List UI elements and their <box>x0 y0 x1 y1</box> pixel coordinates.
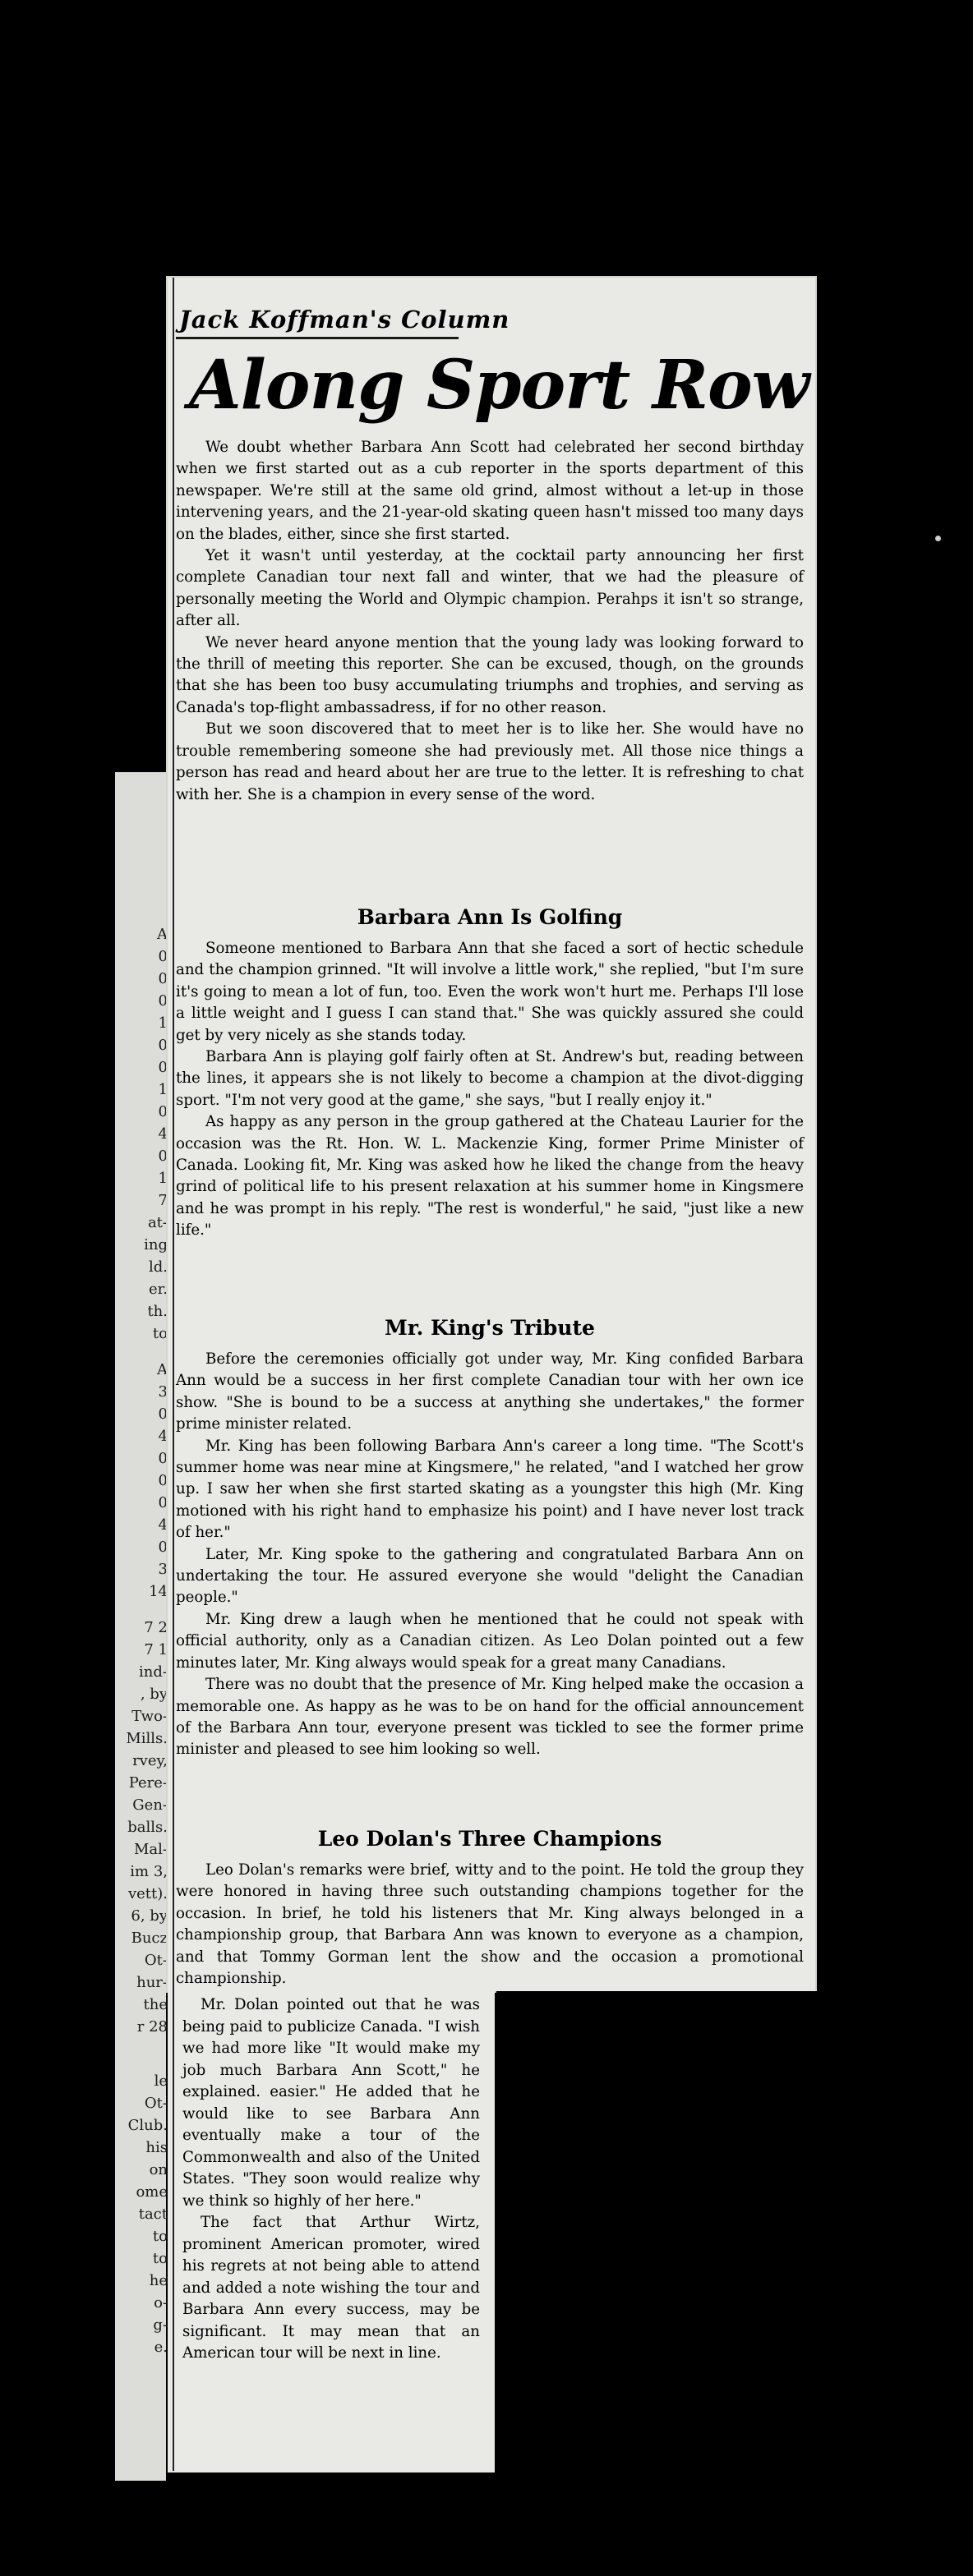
margin-fragment: 7 2 <box>144 1619 168 1636</box>
margin-fragment: 1 <box>158 1014 168 1032</box>
margin-fragment: 3 <box>158 1383 168 1401</box>
margin-fragment: Two- <box>131 1708 168 1725</box>
margin-fragment: o- <box>154 2294 168 2312</box>
margin-fragment: the <box>143 1996 168 2013</box>
margin-fragment: rvey, <box>132 1752 168 1769</box>
margin-fragment: A <box>157 926 168 943</box>
margin-fragment: im 3, <box>130 1863 168 1880</box>
margin-fragment: le <box>154 2072 168 2090</box>
margin-fragment: Pere- <box>128 1774 168 1792</box>
margin-fragment: 4 <box>158 1516 168 1534</box>
adjacent-column-fragments-upper <box>115 923 168 1345</box>
paragraph: Mr. King has been following Barbara Ann's career a long time. "The Scott's summer home was near mine at Kingsmere," he related, "and I watched her grow up. I saw her when she first started skating as a youngster this high (Mr. King motioned with his right hand to emphasize his point) and I have never lost track of her." <box>176 1437 804 1542</box>
margin-fragment: 0 <box>158 1494 168 1511</box>
scan-speck <box>935 536 941 541</box>
paragraph: Barbara Ann is playing golf fairly often at St. Andrew's but, reading between the lines, it appears she is not likely to become a champion at the divot-digging sport. "I'm not very good at the game," she says, "but I really enjoy it." <box>176 1048 804 1109</box>
paragraph: Someone mentioned to Barbara Ann that she faced a sort of hectic schedule and the champion grinned. "It will involve a little work," she replied, "but I'm sure it's going to mean a lot of fun, too. Even the work won't hurt me. Perhaps I'll lose a little weight and I guess I can stand that." She was quickly assured she could get by very nicely as she stands today. <box>176 940 804 1044</box>
margin-fragment: er. <box>148 1281 168 1298</box>
margin-fragment: 0 <box>158 1148 168 1165</box>
margin-fragment: 0 <box>158 948 168 965</box>
margin-fragment: ome <box>136 2183 168 2201</box>
margin-fragment: tact <box>138 2206 168 2223</box>
paragraph: The fact that Arthur Wirtz, prominent American promoter, wired his regrets at not being able to attend and added a note wishing the tour and Barbara Ann every success, may be significant. It may mean that an American tour will be next in line. <box>182 2214 480 2362</box>
paragraph: Yet it wasn't until yesterday, at the cocktail party announcing her first complete Canadian tour next fall and winter, that we had the pleasure of personally meeting the World and Olympic champion. Perahps it isn't so strange, after all. <box>176 547 804 630</box>
margin-fragment: Ot- <box>144 2095 168 2112</box>
margin-fragment: 0 <box>158 1059 168 1076</box>
margin-fragment: 1 <box>158 1081 168 1098</box>
margin-fragment: 0 <box>158 1103 168 1120</box>
margin-fragment: to <box>152 2250 168 2267</box>
paragraph: As happy as any person in the group gathered at the Chateau Laurier for the occasion was the Rt. Hon. W. L. Mackenzie King, former Prime Minister of Canada. Looking fit, Mr. King was asked how he liked the change from the heavy grind of political life to his present relaxation at his summer home in Kingsmere and he was prompt in his reply. "The rest is wonderful," he said, "just like a new life." <box>176 1113 804 1240</box>
subheading-golf: Barbara Ann Is Golfing <box>357 905 623 929</box>
margin-fragment: 14 <box>149 1583 168 1600</box>
margin-fragment: ing <box>144 1236 168 1254</box>
margin-fragment: ind- <box>139 1663 168 1681</box>
margin-fragment: 0 <box>158 1450 168 1467</box>
headline: Along Sport Row <box>189 346 809 425</box>
margin-fragment: Gen- <box>132 1796 168 1814</box>
king-section <box>176 1349 804 1761</box>
margin-fragment: 0 <box>158 1405 168 1423</box>
paragraph: Leo Dolan's remarks were brief, witty and to the point. He told the group they were honored in having three such outstanding champions together for the occasion. In brief, he told his listeners that Mr. King always belonged in a championship group, that Barbara Ann was known to everyone as a champion, and that Tommy Gorman lent the show and the occasion a promotional championship. <box>176 1861 804 1988</box>
margin-fragment: 0 <box>158 1037 168 1054</box>
adjacent-column-fragments-lower <box>115 1617 168 2038</box>
paragraph: Later, Mr. King spoke to the gathering and congratulated Barbara Ann on undertaking the tour. He assured everyone she would "delight the Canadian people." <box>176 1545 804 1607</box>
torn-edge <box>496 1991 817 2006</box>
margin-fragment: 3 <box>158 1561 168 1578</box>
margin-fragment: r 28 <box>136 2018 168 2036</box>
subheading-dolan: Leo Dolan's Three Champions <box>317 1827 662 1851</box>
margin-fragment: ld. <box>148 1258 168 1276</box>
margin-fragment: 7 <box>158 1192 168 1209</box>
margin-fragment: his <box>145 2139 168 2156</box>
paragraph: There was no doubt that the presence of Mr. King helped make the occasion a memorable one. As happy as he was to be on hand for the official announcement of the Barbara Ann tour, everyone present was tickled to see the former prime minister and pleased to see him looking so well. <box>176 1676 804 1759</box>
margin-fragment: A <box>157 1361 168 1378</box>
margin-fragment: 0 <box>158 1539 168 1556</box>
margin-fragment: Mills. <box>126 1730 168 1747</box>
margin-fragment: he <box>149 2272 168 2289</box>
paragraph: We doubt whether Barbara Ann Scott had celebrated her second birthday when we first started out as a cub reporter in the sports department of this newspaper. We're still at the same old grind, almost without a let-up in those intervening years, and the 21-year-old skating queen hasn't missed too many days on the blades, either, since she first started. <box>176 439 804 543</box>
margin-fragment: to <box>152 2228 168 2245</box>
margin-fragment: g- <box>153 2316 168 2334</box>
column-label-underline <box>176 337 459 339</box>
paragraph: Mr. King drew a laugh when he mentioned that he could not speak with official authority, only as a Canadian citizen. As Leo Dolan pointed out a few minutes later, Mr. King always would speak for a great many Canadians. <box>176 1610 804 1672</box>
dolan-section-lower <box>182 1994 480 2365</box>
margin-fragment: Mal- <box>133 1841 168 1858</box>
margin-fragment: , by <box>140 1686 168 1703</box>
margin-fragment: 1 <box>158 1170 168 1187</box>
margin-fragment: th. <box>147 1303 168 1320</box>
margin-fragment: 4 <box>158 1428 168 1445</box>
margin-fragment: 0 <box>158 970 168 987</box>
margin-fragment: 0 <box>158 1472 168 1489</box>
margin-fragment: 7 1 <box>144 1641 168 1658</box>
adjacent-column-fragments-bottom <box>115 2070 168 2358</box>
column-label: Jack Koffman's Column <box>179 306 510 334</box>
paragraph: But we soon discovered that to meet her is to like her. She would have no trouble remembering someone she had previously met. All those nice things a person has read and heard about her are true to the letter. It is refreshing to chat with her. She is a champion in every sense of the word. <box>176 720 804 803</box>
paragraph: Before the ceremonies officially got under way, Mr. King confided Barbara Ann would be a success in her first complete Canadian tour with her own ice show. "She is bound to be a success at anything she undertakes," the former prime minister related. <box>176 1350 804 1433</box>
golf-section <box>176 938 804 1242</box>
paragraph: Mr. Dolan pointed out that he was being paid to publicize Canada. "I wish we had more like "It would make my job much Barbara Ann Scott," he explained. easier." He added that he would like to see Barbara Ann eventually make a tour of the Commonwealth and also of the United States. "They soon would realize why we think so highly of her here." <box>182 1996 480 2210</box>
margin-fragment: hur- <box>136 1974 168 1991</box>
margin-fragment: Ot- <box>144 1952 168 1969</box>
column-rule-left <box>173 278 174 2471</box>
margin-fragment: 6, by <box>131 1907 168 1925</box>
intro-section <box>176 437 804 806</box>
margin-fragment: 4 <box>158 1125 168 1143</box>
paragraph: We never heard anyone mention that the young lady was looking forward to the thrill of meeting this reporter. She can be excused, though, on the grounds that she has been too busy accumulating triumphs and trophies, and serving as Canada's top-flight ambassadress, if for no other reason. <box>176 633 804 716</box>
margin-fragment: vett). <box>127 1885 168 1902</box>
margin-fragment: on <box>149 2161 168 2178</box>
margin-fragment: Club. <box>127 2117 168 2134</box>
adjacent-column-fragments-middle <box>115 1359 168 1603</box>
margin-fragment: balls. <box>127 1819 168 1836</box>
margin-fragment: to <box>152 1325 168 1342</box>
dolan-section <box>176 1860 804 1990</box>
subheading-king: Mr. King's Tribute <box>385 1316 595 1340</box>
margin-fragment: 0 <box>158 992 168 1010</box>
margin-fragment: e. <box>154 2339 168 2356</box>
margin-fragment: at- <box>147 1214 168 1231</box>
margin-fragment: Bucz <box>131 1930 168 1947</box>
